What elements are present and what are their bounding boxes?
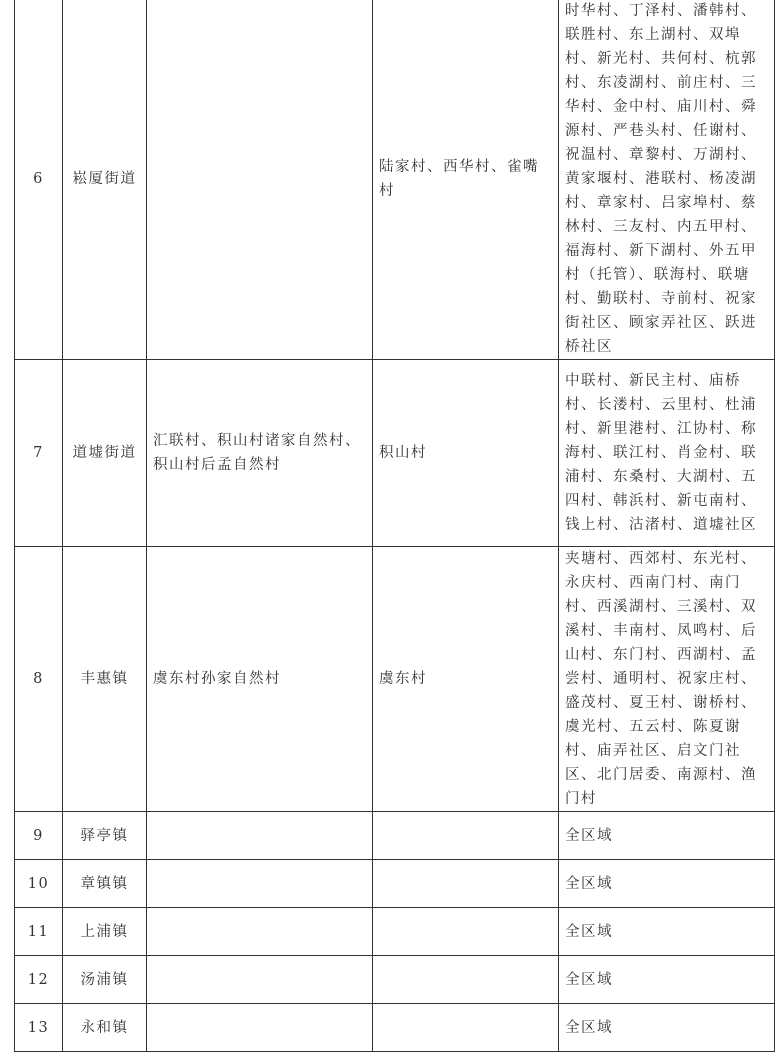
admin-village-cell bbox=[373, 1004, 559, 1052]
village-table bbox=[14, 0, 775, 1052]
table-row bbox=[15, 360, 775, 547]
admin-village-cell bbox=[373, 860, 559, 908]
village-list-cell: 时华村、丁泽村、潘韩村、联胜村、东上湖村、双埠村、新光村、共何村、杭郭村、东凌湖村、前庄村、三华村、金中村、庙川村、舜源村、严巷头村、任谢村、祝温村、章黎村、万湖村、黄家堰村、港联村、杨凌湖村、章家村、吕家埠村、蔡林村、三友村、内五甲村、福海村、新下湖村、外五甲村（托管）、联海村、联塘村、勤联村、寺前村、祝家街社区、顾家弄社区、跃进桥社区 bbox=[559, 0, 775, 360]
town-name: 章镇镇 bbox=[63, 860, 147, 908]
row-number: 6 bbox=[15, 0, 63, 360]
table-row bbox=[15, 812, 775, 860]
admin-village-cell bbox=[373, 956, 559, 1004]
natural-village-cell: 汇联村、积山村诸家自然村、积山村后孟自然村 bbox=[147, 360, 373, 547]
table-row bbox=[15, 0, 775, 360]
admin-village-cell bbox=[373, 908, 559, 956]
natural-village-cell bbox=[147, 908, 373, 956]
natural-village-cell bbox=[147, 0, 373, 360]
village-list-cell: 全区域 bbox=[559, 956, 775, 1004]
town-name: 汤浦镇 bbox=[63, 956, 147, 1004]
row-number: 10 bbox=[15, 860, 63, 908]
row-number: 8 bbox=[15, 547, 63, 812]
row-number: 12 bbox=[15, 956, 63, 1004]
village-list-cell: 全区域 bbox=[559, 908, 775, 956]
town-name: 道墟街道 bbox=[63, 360, 147, 547]
table-row bbox=[15, 547, 775, 812]
admin-village-cell: 陆家村、西华村、雀嘴村 bbox=[373, 0, 559, 360]
table-row bbox=[15, 908, 775, 956]
table-row bbox=[15, 956, 775, 1004]
village-list-cell: 中联村、新民主村、庙桥村、长溇村、云里村、杜浦村、新里港村、江协村、称海村、联江村、肖金村、联浦村、东桑村、大湖村、五四村、韩浜村、新屯南村、钱上村、沽渚村、道墟社区 bbox=[559, 360, 775, 547]
row-number: 7 bbox=[15, 360, 63, 547]
admin-village-cell: 虞东村 bbox=[373, 547, 559, 812]
row-number: 13 bbox=[15, 1004, 63, 1052]
town-name: 永和镇 bbox=[63, 1004, 147, 1052]
admin-village-cell: 积山村 bbox=[373, 360, 559, 547]
row-number: 9 bbox=[15, 812, 63, 860]
table-row bbox=[15, 1004, 775, 1052]
village-list-cell: 全区域 bbox=[559, 1004, 775, 1052]
natural-village-cell bbox=[147, 812, 373, 860]
village-list-cell: 夹塘村、西郊村、东光村、永庆村、西南门村、南门村、西溪湖村、三溪村、双溪村、丰南村、凤鸣村、后山村、东门村、西湖村、孟尝村、通明村、祝家庄村、盛茂村、夏王村、谢桥村、虞光村、五云村、陈夏谢村、庙弄社区、启文门社区、北门居委、南源村、渔门村 bbox=[559, 547, 775, 812]
row-number: 11 bbox=[15, 908, 63, 956]
natural-village-cell bbox=[147, 956, 373, 1004]
natural-village-cell bbox=[147, 1004, 373, 1052]
town-name: 崧厦街道 bbox=[63, 0, 147, 360]
table-row bbox=[15, 860, 775, 908]
town-name: 丰惠镇 bbox=[63, 547, 147, 812]
village-list-cell: 全区域 bbox=[559, 812, 775, 860]
town-name: 上浦镇 bbox=[63, 908, 147, 956]
admin-village-cell bbox=[373, 812, 559, 860]
natural-village-cell bbox=[147, 860, 373, 908]
town-name: 驿亭镇 bbox=[63, 812, 147, 860]
village-list-cell: 全区域 bbox=[559, 860, 775, 908]
natural-village-cell: 虞东村孙家自然村 bbox=[147, 547, 373, 812]
